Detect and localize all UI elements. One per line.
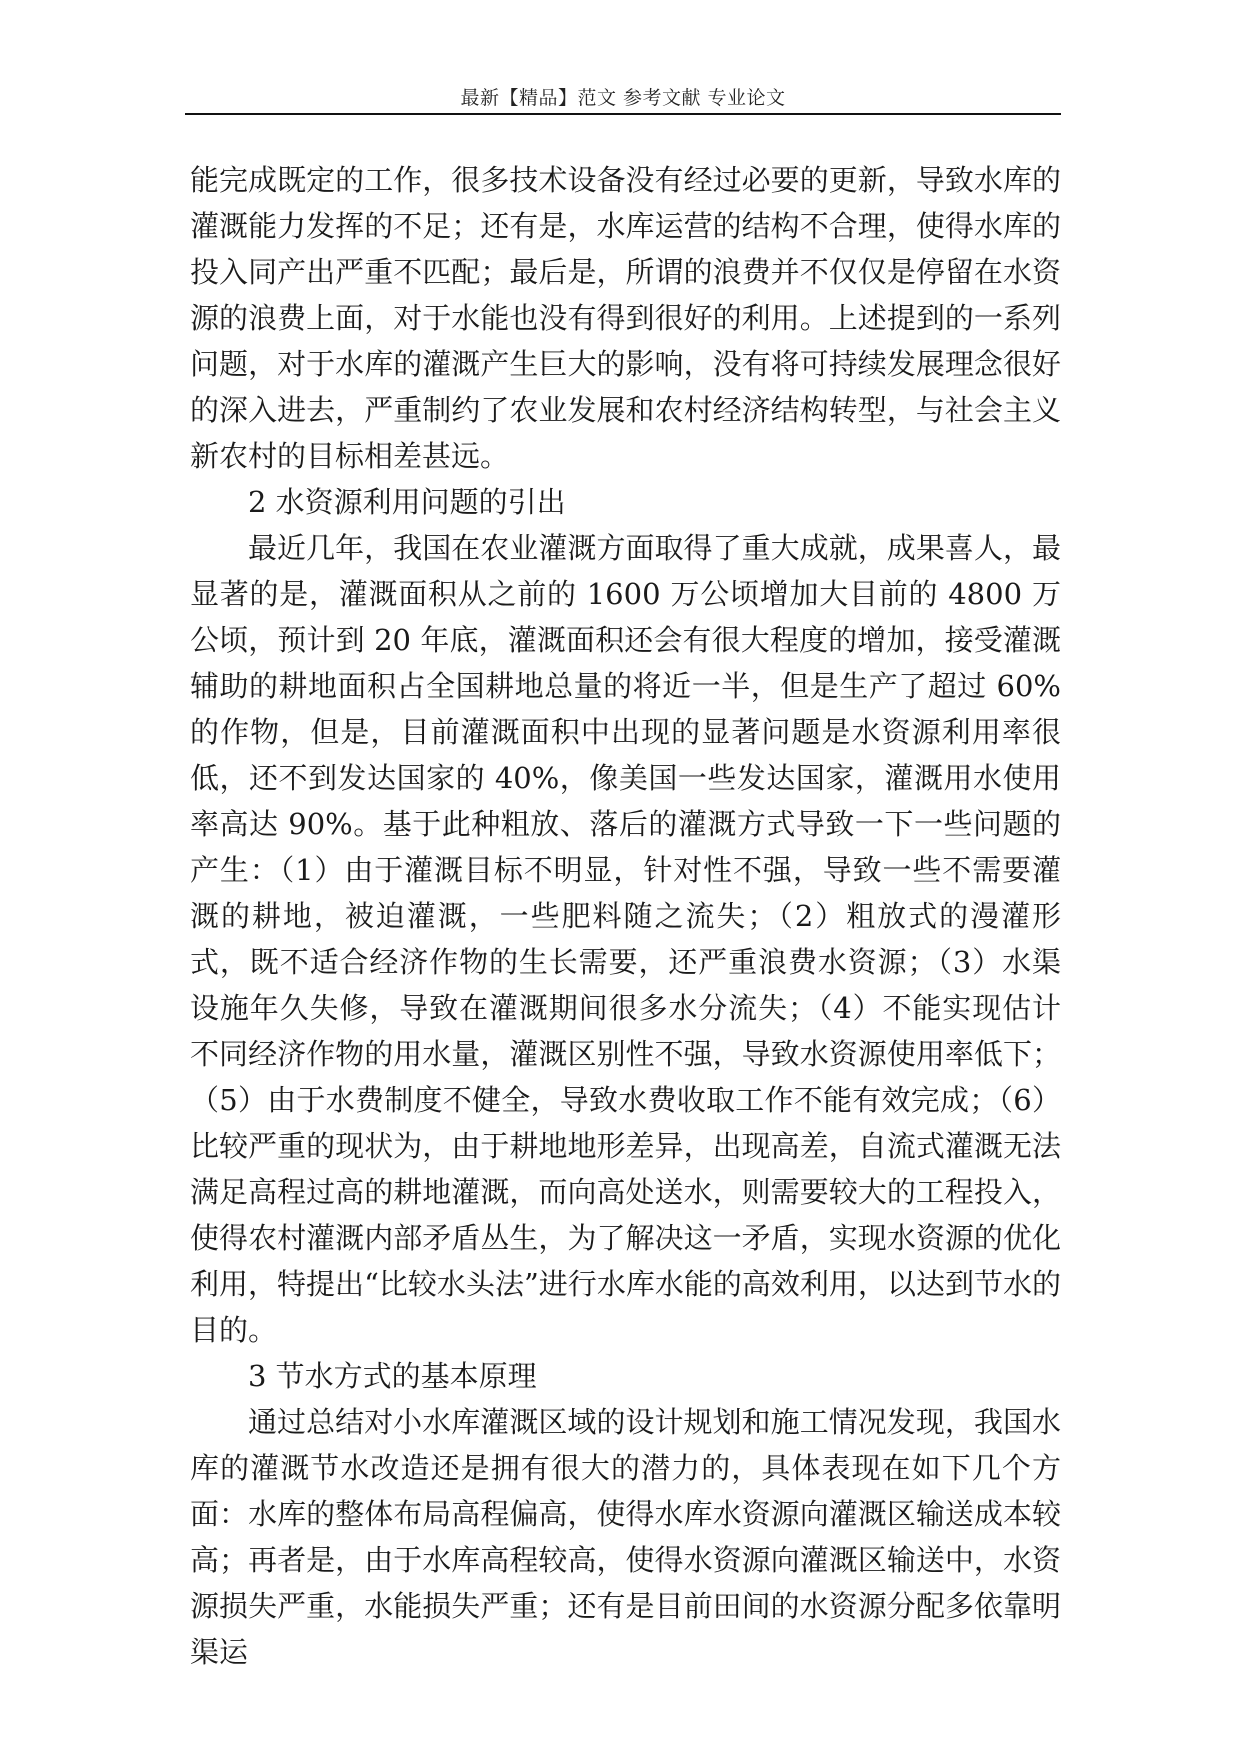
paragraph-section-2: 最近几年，我国在农业灌溉方面取得了重大成就，成果喜人，最显著的是，灌溉面积从之前的 1600 万公顷增加大目前的 4800 万公顷，预计到 20 年底，灌溉面积还会有很大程度的增加，接受灌溉辅助的耕地面积占全国耕地总量的将近一半，但是生产了超过 60%的作物，但是，目前灌溉面积中出现的显著问题是水资源利用率很低，还不到发达国家的 40%，像美国一些发达国家，灌溉用水使用率高达 90%。基于此种粗放、落后的灌溉方式导致一下一些问题的产生：（1）由于灌溉目标不明显，针对性不强，导致一些不需要灌溉的耕地，被迫灌溉，一些肥料随之流失；（2）粗放式的漫灌形式，既不适合经济作物的生长需要，还严重浪费水资源；（3）水渠设施年久失修，导致在灌溉期间很多水分流失；（4）不能实现估计不同经济作物的用水量，灌溉区别性不强，导致水资源使用率低下；（5）由于水费制度不健全，导致水费收取工作不能有效完成；（6）比较严重的现状为，由于耕地地形差异，出现高差，自流式灌溉无法满足高程过高的耕地灌溉，而向高处送水，则需要较大的工程投入，使得农村灌溉内部矛盾丛生，为了解决这一矛盾，实现水资源的优化利用，特提出“比较水头法”进行水库水能的高效利用，以达到节水的目的。 bbox=[190, 531, 1061, 1347]
header-divider bbox=[185, 113, 1061, 115]
paragraph-continuation: 能完成既定的工作，很多技术设备没有经过必要的更新，导致水库的灌溉能力发挥的不足；还有是，水库运营的结构不合理，使得水库的投入同产出严重不匹配；最后是，所谓的浪费并不仅仅是停留在水资源的浪费上面，对于水能也没有得到很好的利用。上述提到的一系列问题，对于水库的灌溉产生巨大的影响，没有将可持续发展理念很好的深入进去，严重制约了农业发展和农村经济结构转型，与社会主义新农村的目标相差甚远。 bbox=[190, 163, 1061, 473]
document-body bbox=[190, 157, 1061, 1675]
page-header: 最新【精品】范文 参考文献 专业论文 bbox=[460, 87, 786, 109]
section-heading-3: 3 节水方式的基本原理 bbox=[248, 1359, 537, 1393]
section-heading-2: 2 水资源利用问题的引出 bbox=[248, 485, 566, 519]
paragraph-section-3: 通过总结对小水库灌溉区域的设计规划和施工情况发现，我国水库的灌溉节水改造还是拥有很大的潜力的，具体表现在如下几个方面：水库的整体布局高程偏高，使得水库水资源向灌溉区输送成本较高；再者是，由于水库高程较高，使得水资源向灌溉区输送中，水资源损失严重，水能损失严重；还有是目前田间的水资源分配多依靠明渠运 bbox=[190, 1405, 1061, 1669]
